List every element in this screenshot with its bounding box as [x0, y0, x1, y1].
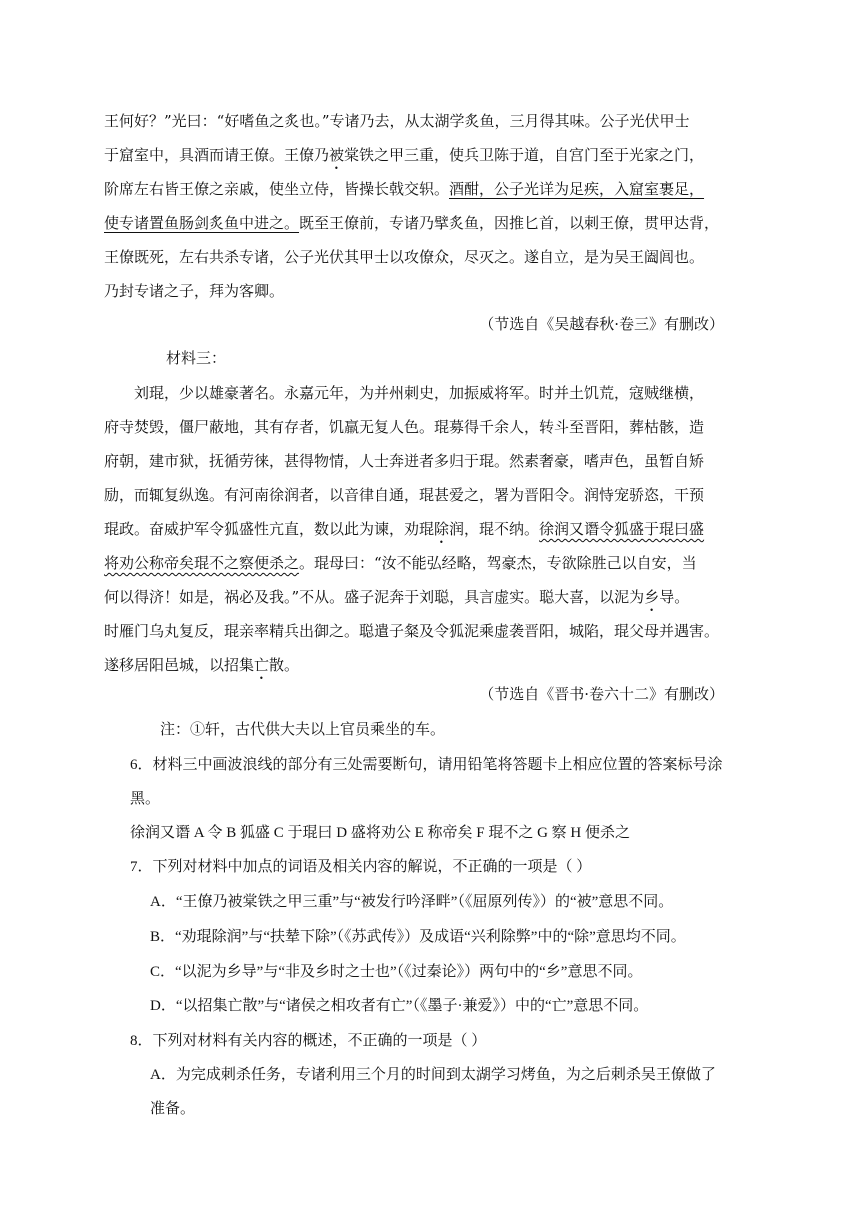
material-three-label: 材料三： — [166, 349, 227, 367]
dotted-word: 被 — [329, 146, 345, 164]
wavy-underlined-text: 徐润又谮令狐盛于琨曰盛 — [539, 520, 705, 538]
passage-line: 于窟室中，具酒而请王僚。王僚乃被棠铁之甲三重，使兵卫陈于道，自宫门至于光家之门， — [104, 146, 705, 164]
material-three-passage — [104, 376, 734, 682]
passage-line: 府朝，建市狱，抚循劳徕，甚得物情，人士奔迸者多归于琨。然素奢豪，嗜声色，虽暂自矫 — [104, 452, 705, 470]
dotted-word: 亡 — [254, 656, 270, 674]
passage-line: 使专诸置鱼肠剑炙鱼中进之。既至王僚前，专诸乃擘炙鱼，因推匕首，以刺王僚，贯甲达背， — [104, 214, 720, 232]
passage-line: 府寺焚毁，僵尸蔽地，其有存者，饥羸无复人色。琨募得千余人，转斗至晋阳，葬枯骸，造 — [104, 418, 705, 436]
question-8-stem: 8．下列对材料有关内容的概述，不正确的一项是（ ） — [130, 1033, 487, 1049]
question-7-option-c: C．“以泥为乡导”与“非及乡时之士也”（《过秦论》）两句中的“乡”意思不同。 — [150, 964, 643, 980]
passage-line: 王僚既死，左右共杀专诸，公子光伏其甲士以攻僚众，尽灭之。遂自立，是为吴王阖闾也。 — [104, 248, 705, 266]
question-7-option-a: A．“王僚乃被棠铁之甲三重”与“被发行吟泽畔”（《屈原列传》）的“被”意思不同。 — [150, 894, 674, 910]
question-6-stem: 6．材料三中画波浪线的部分有三处需要断句，请用铅笔将答题卡上相应位置的答案标号涂 — [130, 757, 723, 773]
passage-line: 时雁门乌丸复反，琨亲率精兵出御之。聪遣子粲及令狐泥乘虚袭晋阳，城陷，琨父母并遇害。 — [104, 622, 720, 640]
underlined-sentence: 酒酣，公子光详为足疾，入窟室裹足， — [449, 180, 705, 198]
dotted-word: 乡 — [644, 588, 660, 606]
source-citation: （节选自《吴越春秋·卷三》有删改） — [479, 315, 724, 333]
passage-line: 刘琨，少以雄豪著名。永嘉元年，为并州刺史，加振威将军。时并土饥荒，寇贼继横， — [134, 384, 705, 402]
passage-line: 何以得济！如是，祸必及我。”不从。盛子泥奔于刘聪，具言虚实。聪大喜，以泥为乡导。 — [104, 588, 690, 606]
question-8-option-a: A．为完成刺杀任务，专诸利用三个月的时间到太湖学习烤鱼，为之后刺杀吴王僚做了 — [150, 1067, 716, 1083]
question-8-option-a-cont: 准备。 — [150, 1101, 196, 1117]
question-7-option-b: B．“劝琨除润”与“扶辇下除”（《苏武传》）及成语“兴利除弊”中的“除”意思均不同。 — [150, 929, 686, 945]
passage-line: 乃封专诸之子，拜为客卿。 — [104, 282, 285, 300]
question-7-stem: 7．下列对材料中加点的词语及相关内容的解说，不正确的一项是（ ） — [130, 859, 592, 875]
passage-line: 将劝公称帝矣琨不之察便杀之。琨母曰：“汝不能弘经略，驾豪杰，专欲除胜己以自安，当 — [104, 554, 697, 572]
material-two-passage — [104, 104, 734, 308]
underlined-sentence: 使专诸置鱼肠剑炙鱼中进之。 — [104, 214, 300, 232]
question-6-sentence: 徐润又谮 A 令 B 狐盛 C 于琨曰 D 盛将劝公 E 称帝矣 F 琨不之 G 察 H 便杀之 — [130, 825, 631, 841]
question-6-stem-cont: 黑。 — [130, 791, 161, 807]
passage-line: 遂移居阳邑城，以招集亡散。 — [104, 656, 300, 674]
passage-line: 王何好？”光曰：“好嗜鱼之炙也。”专诸乃去，从太湖学炙鱼，三月得其味。公子光伏甲士 — [104, 112, 690, 130]
footnote: 注：①轩，古代供大夫以上官员乘坐的车。 — [160, 720, 446, 738]
dotted-word: 除 — [434, 520, 450, 538]
passage-line: 励，而辄复纵逸。有河南徐润者，以音律自通，琨甚爱之，署为晋阳令。润恃宠骄恣，干预 — [104, 486, 705, 504]
wavy-underlined-text: 将劝公称帝矣琨不之察便杀之 — [104, 554, 300, 572]
question-7-option-d: D．“以招集亡散”与“诸侯之相攻者有亡”（《墨子·兼爱》）中的“亡”意思不同。 — [150, 998, 649, 1014]
passage-line: 阶席左右皆王僚之亲戚，使坐立侍，皆操长戟交轵。酒酣，公子光详为足疾，入窟室裹足， — [104, 180, 705, 198]
source-citation: （节选自《晋书·卷六十二》有删改） — [479, 685, 724, 703]
passage-line: 琨政。奋威护军令狐盛性亢直，数以此为谏，劝琨除润，琨不纳。徐润又谮令狐盛于琨曰盛 — [104, 520, 705, 538]
